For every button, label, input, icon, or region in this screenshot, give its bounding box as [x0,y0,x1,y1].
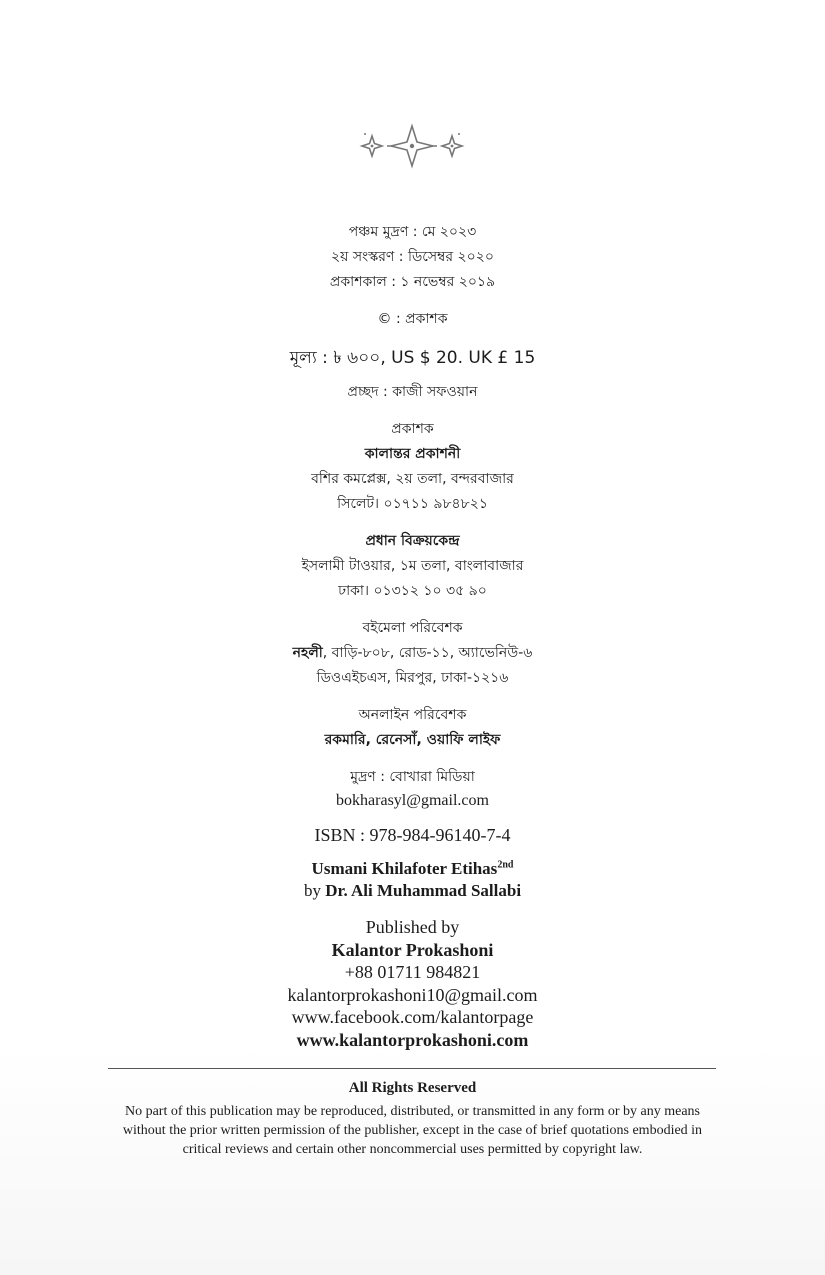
fair-distributor-address-rest: , বাড়ি-৮০৮, রোড-১১, অ্যাভেনিউ-৬ [322,645,533,661]
published-facebook: www.facebook.com/kalantorpage [291,1007,534,1027]
sales-center-block [0,529,825,604]
editions [0,220,825,295]
published-by-label: Published by [365,917,460,937]
online-distributor-heading: অনলাইন পরিবেশক [358,707,467,723]
fair-distributor-heading: বইমেলা পরিবেশক [362,620,463,636]
fifth-print-line: পঞ্চম মুদ্রণ : মে ২০২৩ [348,224,477,240]
published-email: kalantorprokashoni10@gmail.com [287,984,538,1005]
publisher-contact: সিলেট। ০১৭১১ ৯৮৪৮২১ [337,496,488,512]
rights-text: No part of this publication may be reproduced, distributed, or transmitted in any form or by any means without the prior written permission of the publisher, except in the case of brief quotations embodied in critical reviews and certain other noncommercial uses permitted by copyright law. [122,1104,703,1157]
publisher-address: বশির কমপ্লেক্স, ২য় তলা, বন্দরবাজার [311,471,514,487]
isbn-line: ISBN : 978-984-96140-7-4 [314,825,511,845]
edition-superscript: 2nd [497,859,514,871]
published-by-block [0,916,825,1051]
imprint-block [0,220,825,1051]
star-diamond-ornament-icon [357,122,467,170]
book-info [0,858,825,902]
fair-distributor-address2: ডিওএইচএস, মিরপুর, ঢাকা-১২১৬ [316,670,509,686]
book-title: Usmani Khilafoter Etihas [311,859,498,878]
publisher-block [0,417,825,517]
price-line: মূল্য : ৳ ৬০০, US $ 20. UK £ 15 [289,348,536,368]
copyright-line: © : প্রকাশক [377,311,448,327]
fair-distributor-block [0,616,825,691]
sales-center-address: ইসলামী টাওয়ার, ১ম তলা, বাংলাবাজার [301,558,524,574]
online-distributor-names: রকমারি, রেনেসাঁ, ওয়াফি লাইফ [324,732,501,748]
second-edition-line: ২য় সংস্করণ : ডিসেম্বর ২০২০ [331,249,494,265]
publisher-name: কালান্তর প্রকাশনী [364,446,461,462]
published-website: www.kalantorprokashoni.com [296,1029,529,1050]
rights-heading: All Rights Reserved [348,1080,477,1096]
sales-center-contact: ঢাকা। ০১৩১২ ১০ ৩৫ ৯০ [338,583,487,599]
rights-block [0,1078,825,1159]
fair-distributor-address [0,641,825,666]
cover-line: প্রচ্ছদ : কাজী সফওয়ান [347,384,478,400]
publisher-heading: প্রকাশক [391,421,434,437]
printing-email: bokharasyl@gmail.com [336,792,489,809]
printing-label: মুদ্রণ : বোখারা মিডিয়া [350,769,475,785]
by-label: by [303,881,326,900]
published-name: Kalantor Prokashoni [331,939,494,960]
online-distributor-block [0,703,825,753]
fair-distributor-name: নহলী [292,645,323,661]
printing-block [0,765,825,812]
sales-center-heading: প্রধান বিক্রয়কেন্দ্র [365,533,460,549]
divider-rule [108,1068,716,1069]
published-phone: +88 01711 984821 [344,962,481,982]
author-name: Dr. Ali Muhammad Sallabi [325,881,522,900]
first-published-line: প্রকাশকাল : ১ নভেম্বর ২০১৯ [329,274,496,290]
